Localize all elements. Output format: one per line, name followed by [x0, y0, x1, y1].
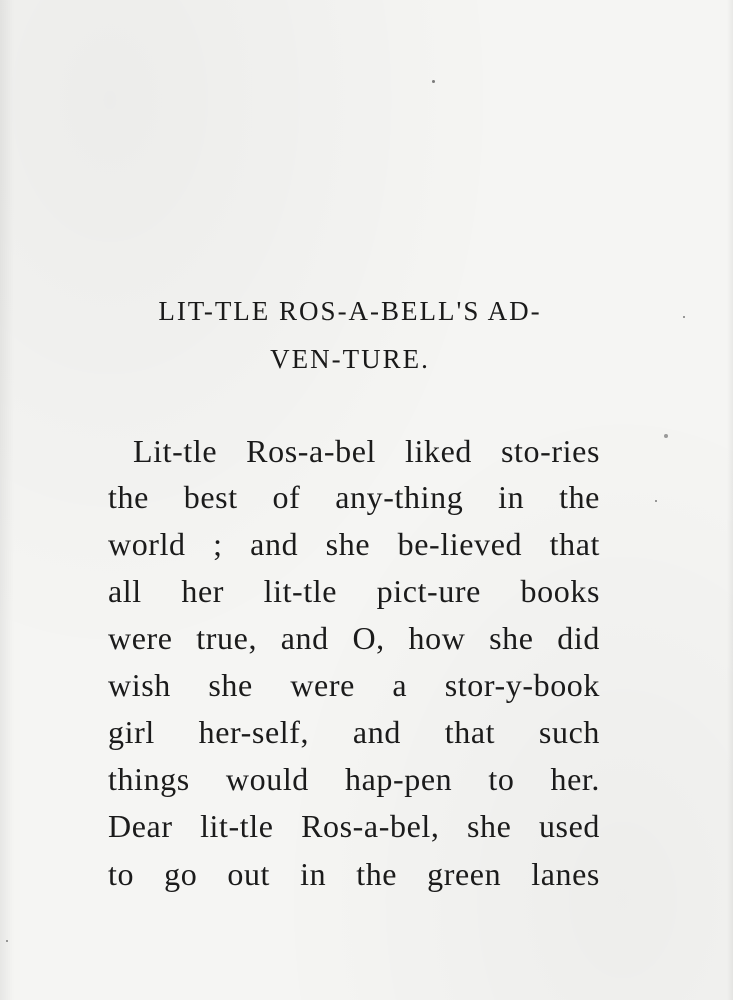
body-text-line-4: all her lit-tle pict-ure books — [108, 573, 600, 609]
body-text-line-5: were true, and O, how she did — [108, 620, 600, 656]
ink-speck — [6, 940, 8, 942]
ink-speck — [432, 80, 435, 83]
ink-speck — [655, 500, 657, 502]
page-edge-shadow — [727, 0, 733, 1000]
body-text-line-2: the best of any-thing in the — [108, 479, 600, 515]
chapter-title-line-1: LIT-TLE ROS-A-BELL'S AD- — [158, 296, 542, 326]
ink-speck — [683, 316, 685, 318]
body-text-line-7: girl her-self, and that such — [108, 714, 600, 750]
body-text-line-8: things would hap-pen to her. — [108, 761, 600, 797]
body-text-line-10: to go out in the green lanes — [108, 856, 600, 892]
body-text-line-6: wish she were a stor-y-book — [108, 667, 600, 703]
body-text-line-3: world ; and she be-lieved that — [108, 526, 600, 562]
chapter-title-line-2: VEN-TURE. — [270, 344, 430, 374]
ink-speck — [664, 434, 668, 438]
page-gutter-shadow — [0, 0, 14, 1000]
body-text-line-9: Dear lit-tle Ros-a-bel, she used — [108, 808, 600, 844]
body-text-line-1: Lit-tle Ros-a-bel liked sto-ries — [133, 433, 600, 469]
